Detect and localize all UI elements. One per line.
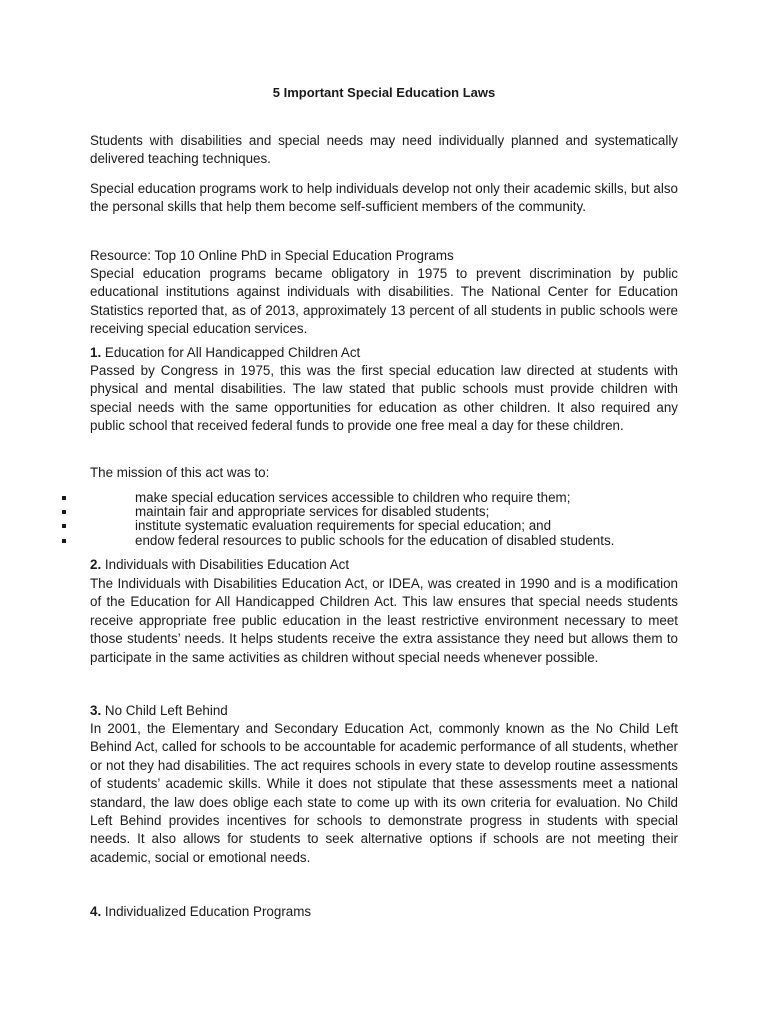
list-item-text: institute systematic evaluation requirements for special education; and: [135, 518, 552, 534]
section-2-body: The Individuals with Disabilities Education Act, or IDEA, was created in 1990 and is a modification of the Education for All Handicapped Children Act. This law ensures that special needs students receive appropriate free public education in the least restrictive environment necessary to meet those students’ needs. It helps students receive the extra assistance they need but allows them to participate in the same activities as children without special needs whenever possible.: [90, 576, 678, 665]
bullet-icon: [62, 539, 66, 543]
mission-intro: The mission of this act was to:: [90, 465, 270, 480]
section-1-heading: [90, 344, 678, 362]
resource-line: Resource: Top 10 Online PhD in Special Education Programs: [90, 248, 454, 263]
list-item-text: endow federal resources to public schools for the education of disabled students.: [135, 532, 615, 548]
section-1-title: Education for All Handicapped Children Act: [104, 345, 361, 360]
section-3-title: No Child Left Behind: [104, 703, 228, 718]
section-3-number: 3.: [90, 703, 102, 718]
section-2-title: Individuals with Disabilities Education Act: [104, 557, 350, 572]
list-item: [62, 505, 702, 519]
bullet-icon: [62, 524, 66, 528]
bullet-icon: [62, 496, 66, 500]
mission-bullet-list: [62, 491, 702, 548]
section-4-heading: [90, 903, 678, 921]
section-2-number: 2.: [90, 557, 102, 572]
section-2-heading: [90, 556, 678, 574]
section-1-number: 1.: [90, 345, 102, 360]
bullet-icon: [62, 510, 66, 514]
section-4-title: Individualized Education Programs: [104, 904, 312, 919]
section-4-number: 4.: [90, 904, 102, 919]
list-item: [62, 519, 702, 533]
list-item: [62, 491, 702, 505]
section-3-heading: [90, 702, 678, 720]
intro-paragraph-1: Students with disabilities and special needs may need individually planned and systematically delivered teaching techniques.: [90, 133, 678, 167]
intro-paragraph-3: Special education programs became obligatory in 1975 to prevent discrimination by public educational institutions against individuals with disabilities. The National Center for Education Statistics reported that, as of 2013, approximately 13 percent of all students in public schools were receiving special education services.: [90, 266, 678, 337]
section-3-body: In 2001, the Elementary and Secondary Education Act, commonly known as the No Child Left Behind Act, called for schools to be accountable for academic performance of all students, whether or not they had disabilities. The act requires schools in every state to develop routine assessments of students’ academic skills. While it does not stipulate that these assessments meet a national standard, the law does oblige each state to come up with its own criteria for evaluation. No Child Left Behind provides incentives for schools to demonstrate progress in students with special needs. It also allows for students to seek alternative options if schools are not meeting their academic, social or emotional needs.: [90, 721, 678, 865]
intro-paragraph-2: Special education programs work to help individuals develop not only their academic skills, but also the personal skills that help them become self-sufficient members of the community.: [90, 181, 678, 215]
list-item: [62, 534, 702, 548]
list-item-text: maintain fair and appropriate services for disabled students;: [135, 504, 490, 520]
section-1-body: Passed by Congress in 1975, this was the first special education law directed at students with physical and mental disabilities. The law stated that public schools must provide children with special needs with the same opportunities for education as other children. It also required any public school that received federal funds to provide one free meal a day for these children.: [90, 363, 678, 434]
document-title: 5 Important Special Education Laws: [272, 85, 496, 100]
list-item-text: make special education services accessible to children who require them;: [135, 490, 571, 505]
